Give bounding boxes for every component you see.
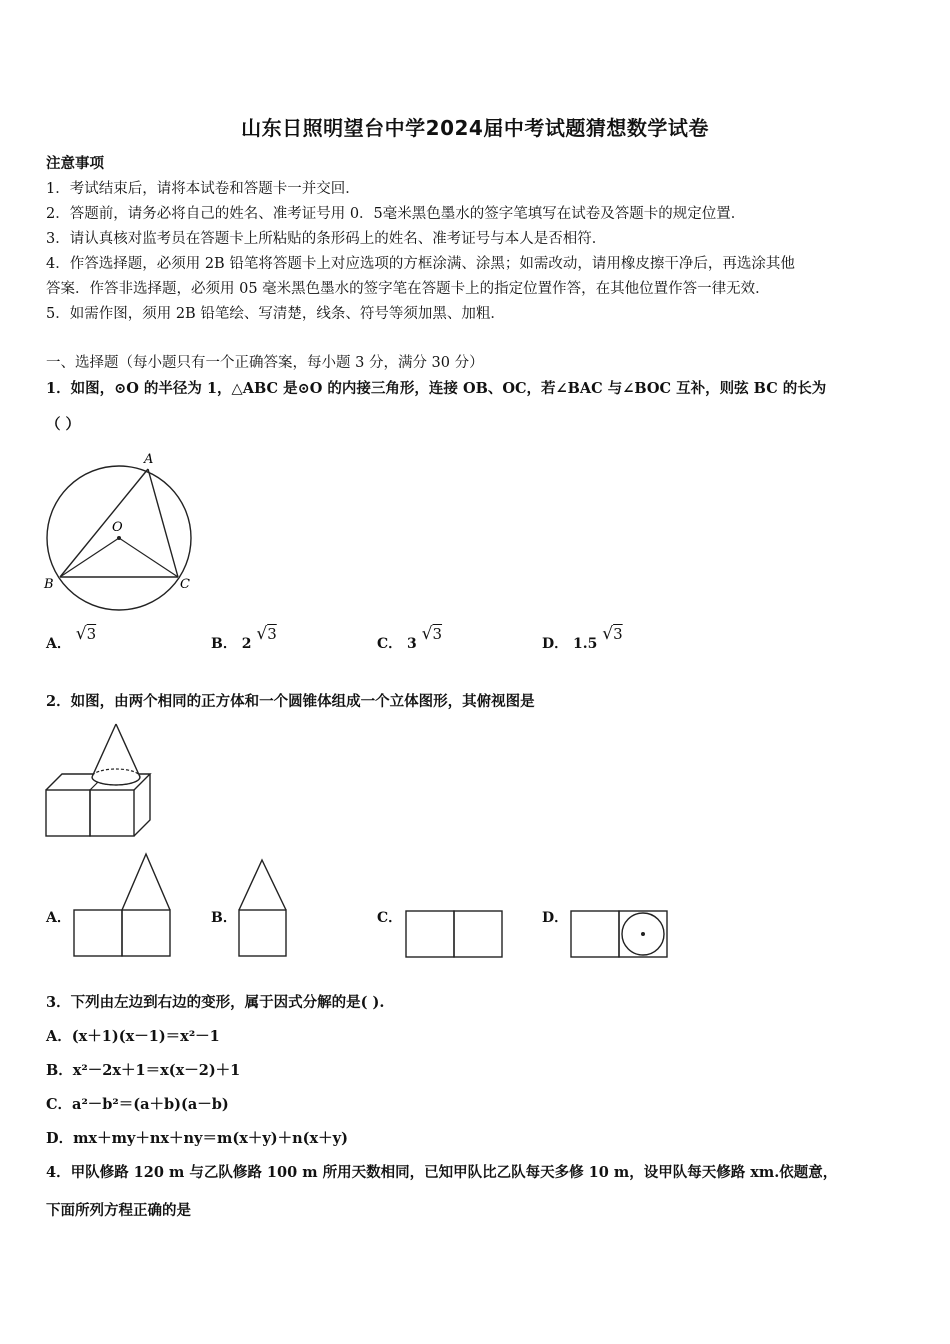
q1-option-b[interactable] — [211, 624, 277, 653]
option-expr: (x＋1)(x－1)＝x²－1 — [71, 1028, 220, 1045]
sqrt-expr — [602, 625, 622, 643]
option-expr: mx＋my＋nx＋ny＝m(x＋y)＋n(x＋y) — [73, 1130, 348, 1147]
q3-option-c[interactable] — [46, 1093, 229, 1114]
coefficient: 3 — [407, 636, 417, 652]
option-expr: x²－2x＋1＝x(x－2)＋1 — [72, 1062, 241, 1079]
sqrt-expr — [422, 625, 442, 643]
cone-side-right — [116, 724, 140, 777]
cube-side — [134, 774, 150, 836]
notice-item: 1．考试结束后，请将本试卷和答题卡一并交回． — [46, 181, 360, 197]
radical-sign: √ — [75, 624, 87, 644]
option-letter: A． — [46, 636, 71, 652]
q2-option-b-label[interactable]: B． — [211, 910, 237, 926]
option-letter: B． — [46, 1062, 73, 1079]
cube-left-front — [46, 790, 90, 836]
q2-option-c-figure[interactable] — [404, 909, 504, 961]
radicand: 3 — [613, 625, 623, 643]
q2-stem: 2．如图，由两个相同的正方体和一个圆锥体组成一个立体图形，其俯视图是 — [46, 693, 535, 710]
radicand: 3 — [86, 625, 97, 643]
q2-option-b-figure[interactable] — [237, 858, 289, 960]
option-expr: a²－b²＝(a＋b)(a－b) — [72, 1096, 229, 1113]
q2-option-c-label[interactable]: C． — [377, 910, 403, 926]
option-letter: C． — [377, 636, 403, 652]
radical-sign: √ — [421, 624, 433, 644]
label-o: O — [112, 520, 123, 535]
notice-item: 4．作答选择题，必须用 2B 铅笔将答题卡上对应选项的方框涂满、涂黑；如需改动，请用橡皮擦干净后，再选涂其他 — [46, 256, 795, 272]
q2-option-d-label[interactable]: D． — [542, 910, 569, 926]
page-title: 山东日照明望台中学2024届中考试题猜想数学试卷 — [241, 116, 709, 140]
notice-item: 2．答题前，请务必将自己的姓名、准考证号用 0．5毫米黑色墨水的签字笔填写在试卷及答题卡的规定位置． — [46, 206, 746, 222]
option-letter: D． — [46, 1130, 74, 1147]
q1-option-a[interactable] — [46, 624, 97, 653]
radical-sign: √ — [602, 624, 614, 644]
option-letter: B． — [211, 636, 237, 652]
cube-right-front — [90, 790, 134, 836]
q1-paren: （ ） — [46, 416, 81, 433]
notice-item: 3．请认真核对监考员在答题卡上所粘贴的条形码上的姓名、准考证号与本人是否相符． — [46, 231, 607, 247]
label-b: B — [44, 577, 54, 592]
chord-ab — [60, 469, 148, 577]
q3-option-b[interactable] — [46, 1059, 240, 1080]
q2-solid-figure — [44, 722, 156, 840]
notice-item: 答案．作答非选择题，必须用 05 毫米黑色墨水的签字笔在答题卡上的指定位置作答，在其他位置作答一律无效． — [46, 281, 770, 297]
q3-option-a[interactable] — [46, 1025, 220, 1046]
sqrt-expr — [256, 625, 276, 643]
q2-option-a-figure[interactable] — [72, 852, 172, 960]
q1-stem: 1．如图，⊙O 的半径为 1，△ABC 是⊙O 的内接三角形，连接 OB、OC，若∠BAC 与∠BOC 互补，则弦 BC 的长为 — [46, 380, 827, 397]
label-a: A — [144, 452, 154, 467]
q2-option-a-label[interactable]: A． — [46, 910, 71, 926]
q4-stem-line1: 4．甲队修路 120 m 与乙队修路 100 m 所用天数相同，已知甲队比乙队每天多修 10 m，设甲队每天修路 xm.依题意， — [46, 1164, 838, 1181]
q4-stem-line2: 下面所列方程正确的是 — [46, 1202, 191, 1219]
notice-heading: 注意事项 — [46, 155, 104, 172]
coefficient: 1.5 — [573, 636, 598, 652]
section-heading: 一、选择题（每小题只有一个正确答案，每小题 3 分，满分 30 分） — [46, 355, 484, 371]
q2-option-d-figure[interactable] — [569, 909, 669, 961]
option-letter: A． — [46, 1028, 72, 1045]
label-c: C — [180, 577, 190, 592]
q1-option-d[interactable] — [542, 624, 623, 653]
radius-ob — [60, 538, 119, 577]
coefficient: 2 — [241, 636, 252, 652]
q3-option-d[interactable] — [46, 1127, 348, 1148]
q1-option-c[interactable] — [377, 624, 443, 653]
center-point — [117, 536, 121, 540]
option-letter: D． — [542, 636, 569, 652]
sqrt-expr — [76, 625, 96, 643]
radicand: 3 — [432, 625, 443, 643]
q3-stem: 3．下列由左边到右边的变形，属于因式分解的是( ). — [46, 994, 385, 1011]
option-letter: C． — [46, 1096, 73, 1113]
radicand: 3 — [267, 625, 277, 643]
q1-circle-figure — [40, 448, 200, 616]
radical-sign: √ — [256, 624, 268, 644]
notice-item: 5．如需作图，须用 2B 铅笔绘、写清楚，线条、符号等须加黑、加粗． — [46, 306, 505, 322]
